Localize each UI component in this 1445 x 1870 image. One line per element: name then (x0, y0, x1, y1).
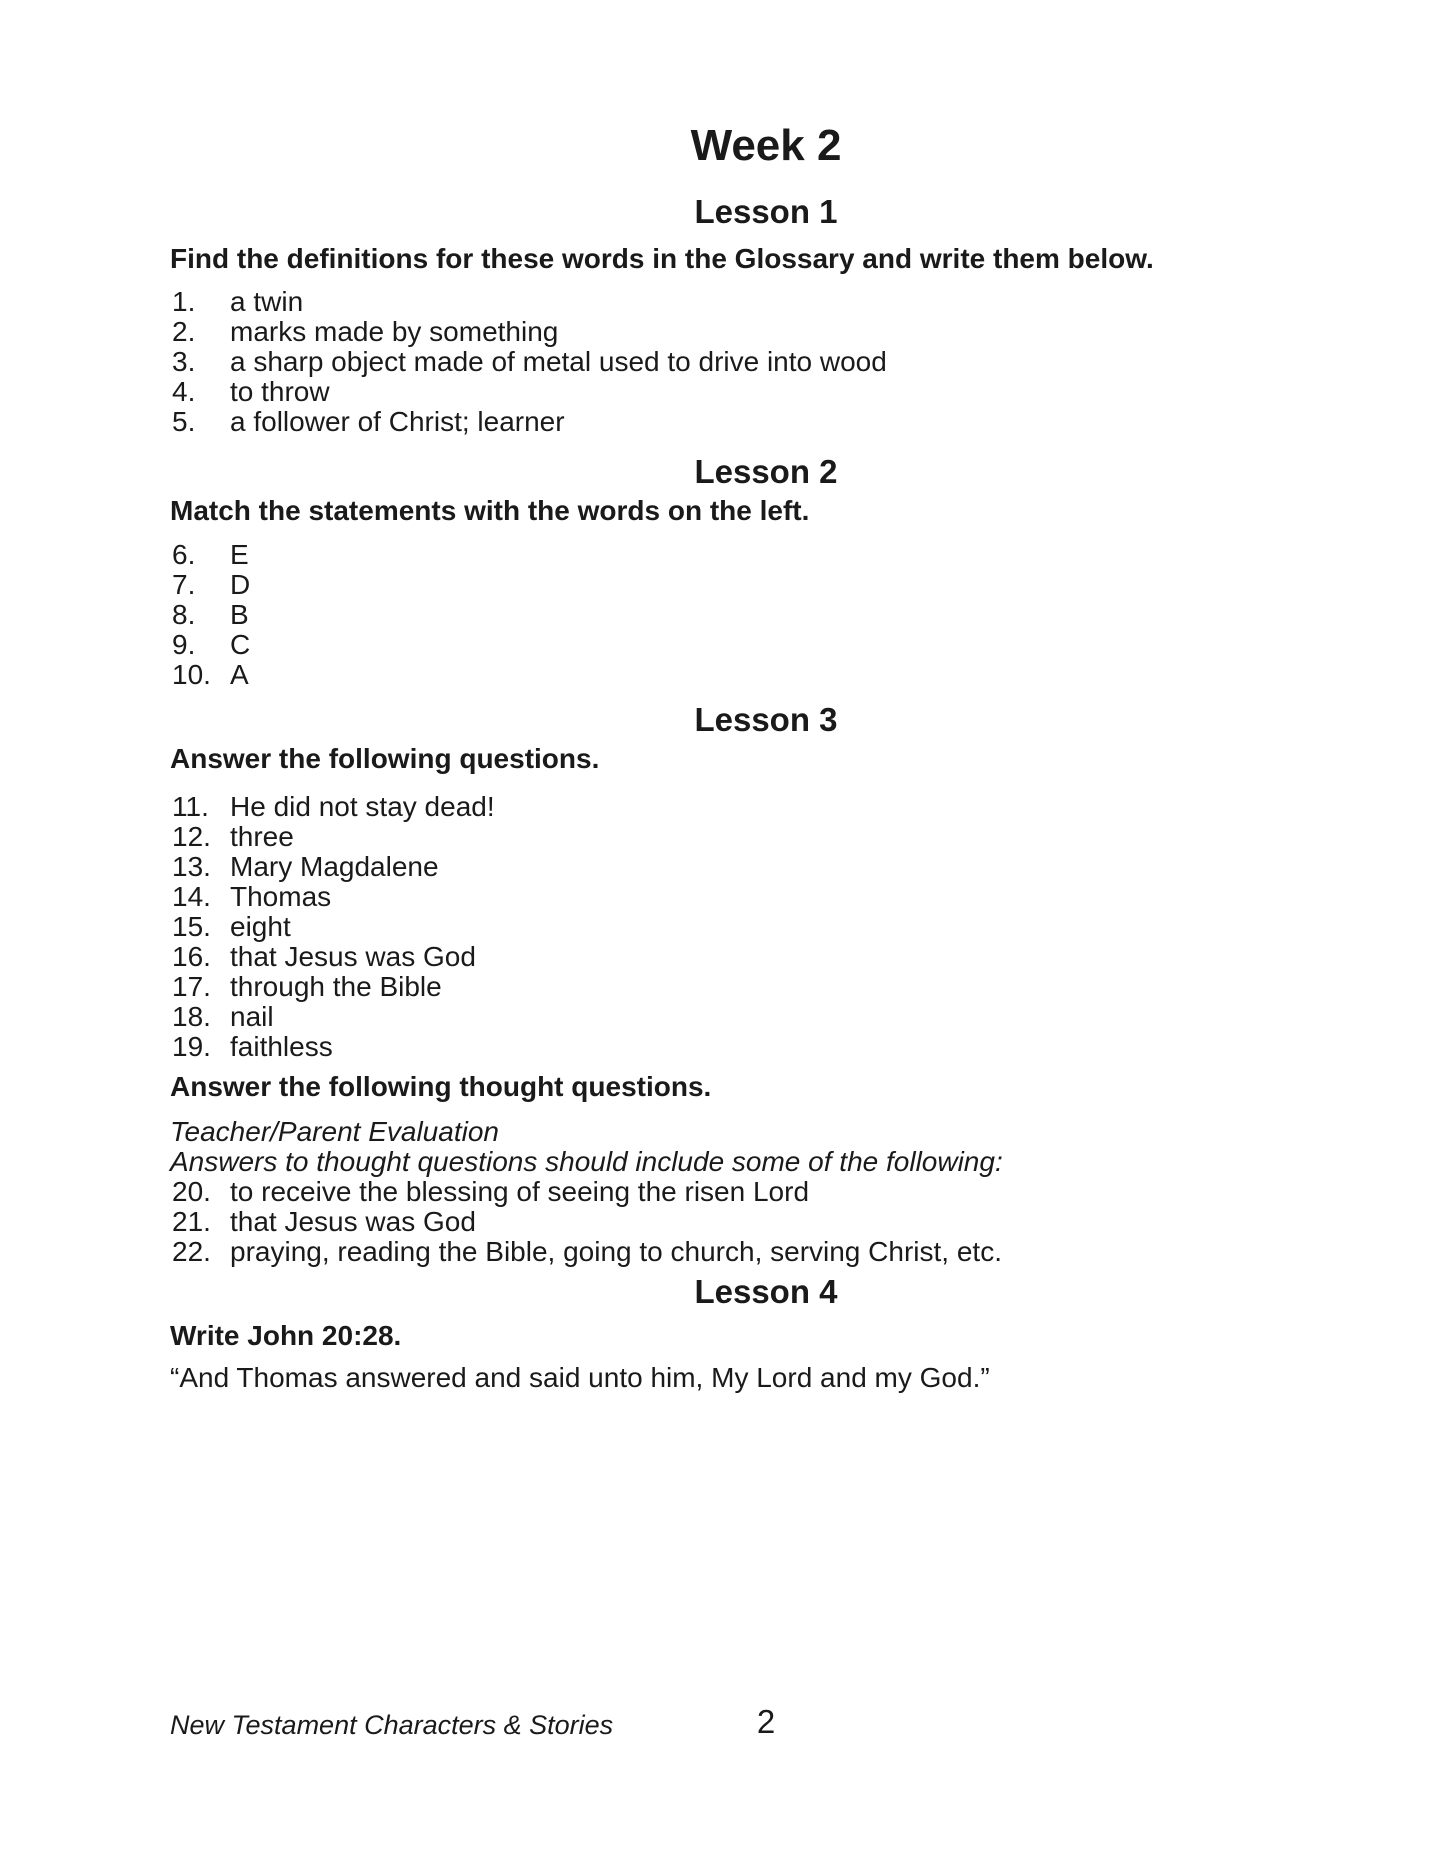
item-text: B (230, 599, 249, 630)
item-number: 13. (172, 851, 211, 882)
item-number: 11. (172, 791, 209, 822)
item-number: 21. (172, 1206, 211, 1237)
list-item (172, 570, 1362, 600)
footer-book-title: New Testament Characters & Stories (170, 1710, 614, 1740)
item-text: through the Bible (230, 971, 442, 1002)
lesson-3-heading: Lesson 3 (694, 701, 838, 738)
list-item (172, 1032, 1362, 1062)
item-number: 14. (172, 881, 211, 912)
evaluation-note-line-2: Answers to thought questions should include some of the following: (170, 1146, 1003, 1177)
lesson-3-thought-answer-list (170, 1177, 1362, 1267)
list-item (172, 317, 1362, 347)
item-text: praying, reading the Bible, going to church, serving Christ, etc. (230, 1236, 1002, 1267)
item-number: 17. (172, 971, 211, 1002)
list-item (172, 822, 1362, 852)
item-text: marks made by something (230, 316, 559, 347)
lesson-3-answer-list (170, 792, 1362, 1062)
list-item (172, 912, 1362, 942)
verse-text: “And Thomas answered and said unto him, My Lord and my God.” (170, 1362, 990, 1393)
item-number: 1. (172, 286, 196, 317)
page-number: 2 (756, 1703, 776, 1740)
item-number: 19. (172, 1031, 211, 1062)
item-number: 7. (172, 569, 196, 600)
item-number: 12. (172, 821, 211, 852)
item-number: 18. (172, 1001, 211, 1032)
item-number: 8. (172, 599, 196, 630)
item-number: 6. (172, 539, 196, 570)
lesson-3-thought-instruction: Answer the following thought questions. (170, 1071, 712, 1102)
lesson-2-instruction: Match the statements with the words on the left. (170, 495, 810, 526)
list-item (172, 882, 1362, 912)
list-item (172, 1177, 1362, 1207)
item-text: that Jesus was God (230, 1206, 476, 1237)
list-item (172, 407, 1362, 437)
item-number: 5. (172, 406, 196, 437)
list-item (172, 600, 1362, 630)
list-item (172, 630, 1362, 660)
item-text: He did not stay dead! (230, 791, 495, 822)
page-content (170, 121, 1362, 1393)
page-title: Week 2 (690, 121, 842, 170)
lesson-3-instruction: Answer the following questions. (170, 743, 600, 774)
lesson-2-answer-list (170, 540, 1362, 690)
item-text: eight (230, 911, 291, 942)
item-text: three (230, 821, 294, 852)
list-item (172, 942, 1362, 972)
list-item (172, 287, 1362, 317)
item-text: Mary Magdalene (230, 851, 439, 882)
item-number: 10. (172, 659, 211, 690)
item-text: nail (230, 1001, 274, 1032)
item-number: 15. (172, 911, 211, 942)
evaluation-note-line-1: Teacher/Parent Evaluation (170, 1116, 499, 1147)
item-text: faithless (230, 1031, 333, 1062)
item-number: 16. (172, 941, 211, 972)
item-text: C (230, 629, 251, 660)
item-number: 9. (172, 629, 196, 660)
item-text: to receive the blessing of seeing the risen Lord (230, 1176, 810, 1207)
item-text: a sharp object made of metal used to drive into wood (230, 346, 887, 377)
item-text: to throw (230, 376, 330, 407)
list-item (172, 972, 1362, 1002)
list-item (172, 540, 1362, 570)
item-text: E (230, 539, 249, 570)
lesson-4-instruction: Write John 20:28. (170, 1320, 402, 1351)
lesson-1-heading: Lesson 1 (694, 193, 838, 230)
list-item (172, 1237, 1362, 1267)
lesson-2-heading: Lesson 2 (694, 453, 838, 490)
lesson-1-answer-list (170, 287, 1362, 437)
item-number: 22. (172, 1236, 211, 1267)
list-item (172, 347, 1362, 377)
item-number: 3. (172, 346, 196, 377)
item-number: 2. (172, 316, 196, 347)
list-item (172, 852, 1362, 882)
item-text: a twin (230, 286, 304, 317)
item-text: A (230, 659, 249, 690)
lesson-4-heading: Lesson 4 (694, 1273, 838, 1310)
item-text: Thomas (230, 881, 332, 912)
list-item (172, 1002, 1362, 1032)
list-item (172, 1207, 1362, 1237)
item-number: 20. (172, 1176, 211, 1207)
lesson-1-instruction: Find the definitions for these words in the Glossary and write them below. (170, 243, 1154, 274)
list-item (172, 377, 1362, 407)
item-number: 4. (172, 376, 196, 407)
list-item (172, 660, 1362, 690)
list-item (172, 792, 1362, 822)
item-text: a follower of Christ; learner (230, 406, 565, 437)
item-text: D (230, 569, 251, 600)
item-text: that Jesus was God (230, 941, 476, 972)
